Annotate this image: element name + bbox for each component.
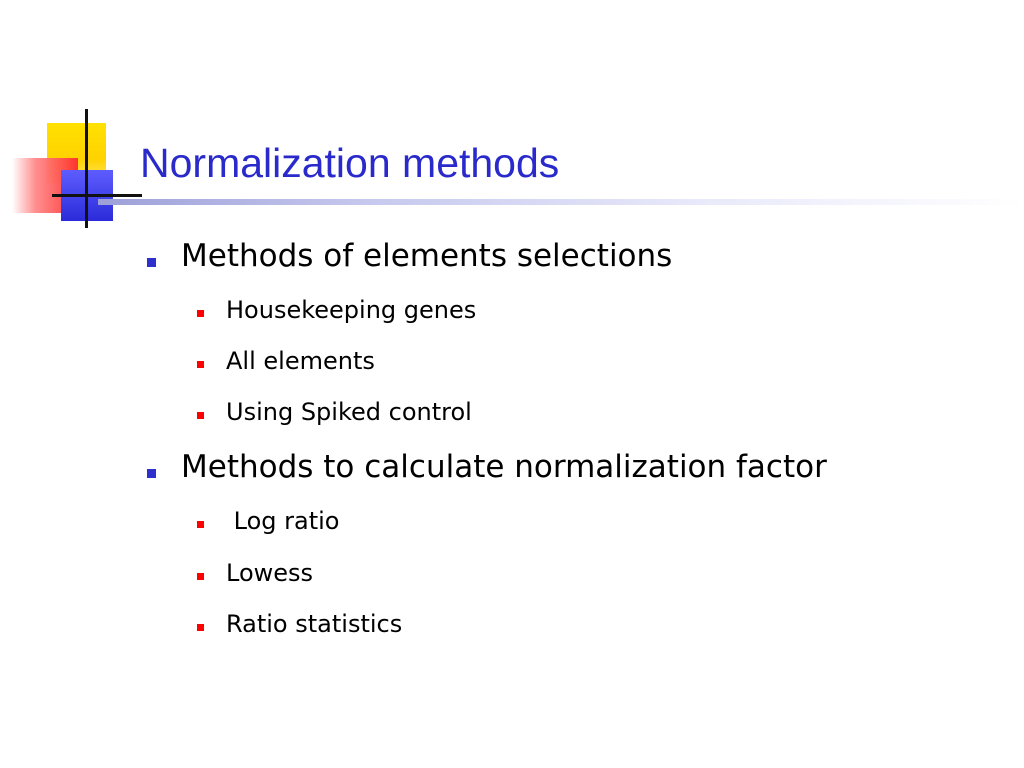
list-item-level2: Using Spiked control bbox=[226, 398, 472, 426]
slide-title: Normalization methods bbox=[140, 140, 560, 186]
list-item-level2: Ratio statistics bbox=[226, 610, 403, 638]
red-square-bullet-icon bbox=[197, 624, 204, 631]
list-item-level2: Housekeeping genes bbox=[226, 296, 477, 324]
list-item-level1: Methods of elements selections bbox=[181, 238, 673, 274]
red-square-bullet-icon bbox=[197, 573, 204, 580]
red-square-bullet-icon bbox=[197, 412, 204, 419]
red-square-bullet-icon bbox=[197, 310, 204, 317]
list-item-level2: Lowess bbox=[226, 559, 314, 587]
red-square-bullet-icon bbox=[197, 361, 204, 368]
red-square-bullet-icon bbox=[197, 521, 204, 528]
list-item-level2: All elements bbox=[226, 347, 375, 375]
title-underline bbox=[98, 199, 1024, 205]
blue-square-bullet-icon bbox=[147, 258, 156, 267]
blue-square-bullet-icon bbox=[147, 469, 156, 478]
list-item-level2: Log ratio bbox=[226, 507, 340, 535]
horizontal-line-decoration bbox=[52, 194, 142, 197]
list-item-level1: Methods to calculate normalization factor bbox=[181, 449, 827, 485]
vertical-line-decoration bbox=[85, 109, 88, 228]
